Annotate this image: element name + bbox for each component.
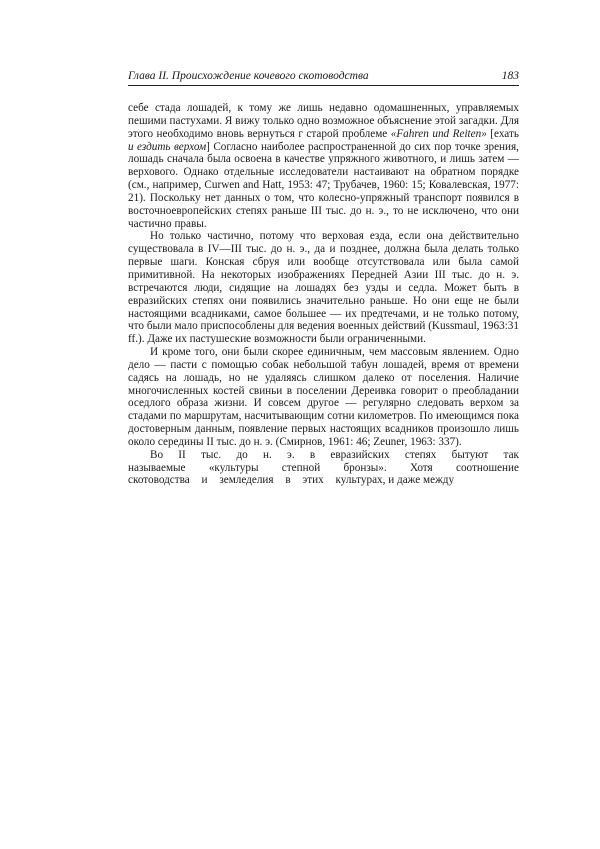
body-text	[128, 102, 519, 487]
running-title: Глава II. Происхождение кочевого скотоводства	[128, 70, 369, 82]
paragraph-4	[128, 449, 519, 488]
paragraph-1-text-c: ] Согласно наиболее распространенной до сих пор точке зрения, лошадь сначала была освоена в качестве упряжного животного, и лишь затем — верхового. Однако отдельные исследователи настаивают на обратном порядке (см., например, Curwen and Hatt, 1953: 47; Трубачев, 1960: 15; Ковалевская, 1977: 21). Поскольку нет данных о том, что колесно-упряжный транспорт появился в восточноевропейских степях раньше III тыс. до н. э., то не исключено, что они частично правы.	[128, 140, 519, 230]
running-header	[128, 70, 519, 86]
paragraph-3	[128, 346, 519, 449]
paragraph-1-text-a: себе стада лошадей, к тому же лишь недавно одомашненных, управляемых пешими пастухами. Я вижу только одно возможное объяснение этой загадки. Для этого необходимо вновь вернуться г старой проблеме	[128, 102, 519, 140]
paragraph-1-text-b: [ехать	[486, 127, 519, 140]
paragraph-1-italic-a: «Fahren und Reiten»	[390, 127, 487, 140]
paragraph-3-text: И кроме того, они были скорее единичным, чем массовым явлением. Одно дело — пасти с помощью собак небольшой табун лошадей, время от времени садясь на лошадь, но не удаляясь слишком далеко от поселения. Наличие многочисленных костей свиньи в поселении Дереивка говорит о преобладании оседлого образа жизни. И совсем другое — регулярно следовать верхом за стадами по маршрутам, насчитывающим сотни километров. По имеющимся пока достоверным данным, появление первых настоящих всадников произошло лишь около середины II тыс. до н. э. (Смирнов, 1961: 46; Zeuner, 1963: 337).	[128, 346, 519, 448]
book-page	[128, 70, 519, 487]
paragraph-1	[128, 102, 519, 230]
paragraph-2	[128, 230, 519, 346]
paragraph-2-text: Но только частично, потому что верховая езда, если она действительно существовала в IV—III тыс. до н. э., да и позднее, должна была делать только первые шаги. Конская сбруя или вообще отсутствовала или была самой примитивной. На некоторых изображениях Передней Азии III тыс. до н. э. встречаются люди, сидящие на лошадях без узды и седла. Может быть в евразийских степях они появились значительно раньше. Но они еще не были настоящими всадниками, самое большее — их предтечами, и не только потому, что были мало приспособлены для ведения военных действий (Kussmaul, 1963:31 ff.). Даже их пастушеские возможности были ограниченными.	[128, 230, 519, 346]
page-number: 183	[501, 70, 519, 82]
paragraph-4-tail: и даже между	[385, 474, 455, 487]
paragraph-4-text: Во II тыс. до н. э. в евразийских степях бытуют так называемые «культуры степной бронзы». Хотя соотношение скотоводства и земледелия в этих культурах,	[128, 448, 519, 487]
paragraph-1-italic-b: и ездить верхом	[128, 140, 207, 153]
